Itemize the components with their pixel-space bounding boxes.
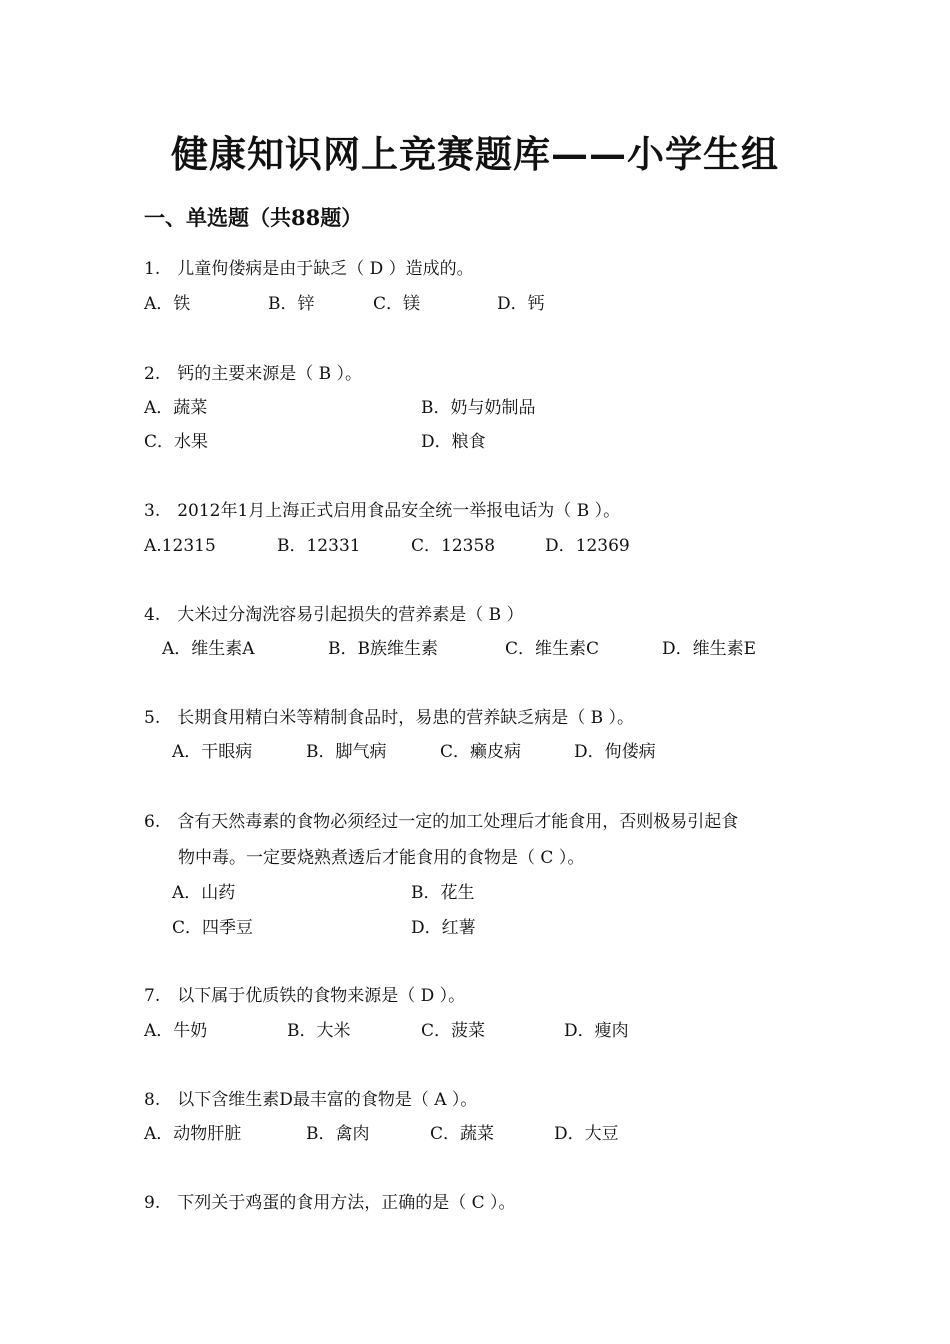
q3-option-b: B．12331 — [277, 536, 361, 556]
q8-option-b: B．禽肉 — [306, 1124, 370, 1144]
document-title: 健康知识网上竞赛题库——小学生组 — [171, 132, 779, 176]
question-5: 5. 长期食用精白米等精制食品时，易患的营养缺乏病是（ B ）。 — [144, 708, 635, 728]
question-6: 6. 含有天然毒素的食物必须经过一定的加工处理后才能食用，否则极易引起食 — [144, 812, 739, 832]
q8-option-c: C．蔬菜 — [430, 1124, 495, 1144]
question-1: 1. 儿童佝偻病是由于缺乏（ D ）造成的。 — [144, 259, 474, 279]
q2-option-d: D．粮食 — [421, 432, 486, 452]
q7-option-b: B．大米 — [287, 1021, 351, 1041]
q2-option-c: C．水果 — [144, 432, 209, 452]
section-heading: 一、单选题（共88题） — [144, 205, 363, 230]
q6-option-d: D．红薯 — [411, 918, 476, 938]
q5-option-a: A．干眼病 — [172, 742, 253, 762]
q4-option-a: A．维生素A — [162, 639, 255, 659]
q5-option-d: D．佝偻病 — [574, 742, 656, 762]
q5-option-b: B．脚气病 — [306, 742, 387, 762]
q4-option-b: B．B族维生素 — [328, 639, 438, 659]
q3-option-d: D．12369 — [545, 536, 630, 556]
q1-option-d: D．钙 — [497, 294, 545, 314]
q6-option-b: B．花生 — [411, 883, 475, 903]
q6-option-c: C．四季豆 — [172, 918, 254, 938]
q1-option-b: B．锌 — [268, 294, 315, 314]
q7-option-a: A．牛奶 — [144, 1021, 208, 1041]
question-9: 9. 下列关于鸡蛋的食用方法，正确的是（ C ）。 — [144, 1193, 516, 1213]
q2-option-a: A．蔬菜 — [144, 398, 208, 418]
q1-option-c: C．镁 — [373, 294, 421, 314]
q6-option-a: A．山药 — [172, 883, 236, 903]
q4-option-d: D．维生素E — [662, 639, 757, 659]
q3-option-a: A.12315 — [144, 536, 216, 556]
q4-option-c: C．维生素C — [505, 639, 600, 659]
question-3: 3. 2012年1月上海正式启用食品安全统一举报电话为（ B ）。 — [144, 501, 621, 521]
question-7: 7. 以下属于优质铁的食物来源是（ D ）。 — [144, 986, 466, 1006]
q8-option-d: D．大豆 — [554, 1124, 619, 1144]
q7-option-c: C．菠菜 — [421, 1021, 486, 1041]
q7-option-d: D．瘦肉 — [564, 1021, 629, 1041]
question-4: 4. 大米过分淘洗容易引起损失的营养素是（ B ） — [144, 605, 524, 625]
question-8: 8. 以下含维生素D最丰富的食物是（ A ）。 — [144, 1090, 478, 1110]
question-6-continued: 物中毒。一定要烧熟煮透后才能食用的食物是（ C ）。 — [178, 848, 585, 868]
q5-option-c: C．癞皮病 — [440, 742, 522, 762]
q2-option-b: B．奶与奶制品 — [421, 398, 536, 418]
q1-option-a: A．铁 — [144, 294, 191, 314]
question-2: 2. 钙的主要来源是（ B ）。 — [144, 364, 363, 384]
q8-option-a: A．动物肝脏 — [144, 1124, 242, 1144]
q3-option-c: C．12358 — [411, 536, 496, 556]
